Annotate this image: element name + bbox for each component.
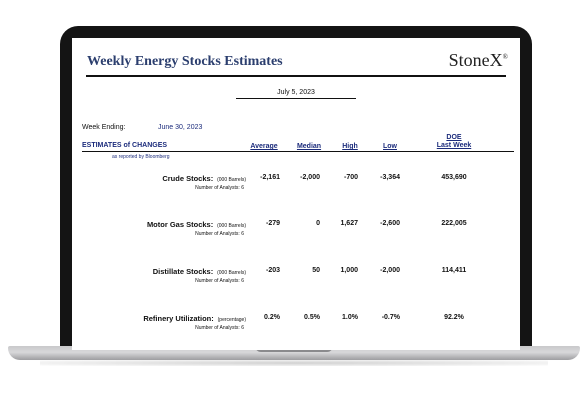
column-high[interactable]: High	[342, 143, 358, 150]
row-name: Crude Stocks:	[162, 174, 214, 183]
cell-distillate-high: 1,000	[340, 267, 358, 274]
brand-name: StoneX	[448, 50, 503, 70]
cell-motor-gas-doe: 222,005	[441, 220, 467, 227]
date-underline	[236, 98, 356, 99]
cell-refinery-median: 0.5%	[304, 314, 320, 321]
report-date: July 5, 2023	[277, 89, 315, 96]
cell-distillate-median: 50	[312, 267, 320, 274]
brand-registered-mark: ®	[502, 53, 508, 61]
cell-distillate-doe: 114,411	[441, 267, 467, 274]
row-name: Motor Gas Stocks:	[146, 220, 214, 229]
row-label-motor-gas	[72, 220, 246, 229]
row-label-distillate	[72, 267, 246, 276]
cell-refinery-doe: 92.2%	[444, 314, 464, 321]
estimates-source: as reported by Bloomberg	[112, 154, 170, 160]
week-ending-value: June 30, 2023	[158, 124, 203, 131]
header-divider	[82, 151, 514, 152]
doe-line1: DOE	[446, 134, 462, 141]
cell-motor-gas-average: -279	[265, 220, 280, 227]
row-unit: (percentage)	[217, 317, 246, 323]
row-analysts-motor-gas: Number of Analysts: 6	[195, 231, 244, 237]
row-name: Distillate Stocks:	[152, 267, 214, 276]
column-average[interactable]: Average	[250, 143, 278, 150]
row-name: Refinery Utilization:	[143, 314, 214, 323]
cell-crude-median: -2,000	[300, 174, 320, 181]
column-doe-last-week[interactable]	[424, 134, 484, 150]
cell-crude-low: -3,364	[380, 174, 400, 181]
laptop-shadow	[40, 360, 548, 366]
cell-refinery-low: -0.7%	[381, 314, 400, 321]
brand-logo	[449, 50, 508, 71]
row-analysts-distillate: Number of Analysts: 6	[195, 278, 244, 284]
cell-crude-high: -700	[343, 174, 358, 181]
row-unit: (000 Barrels)	[217, 270, 246, 276]
cell-motor-gas-high: 1,627	[340, 220, 358, 227]
column-low[interactable]: Low	[383, 143, 397, 150]
cell-distillate-low: -2,000	[380, 267, 400, 274]
row-unit: (000 Barrels)	[217, 223, 246, 229]
row-analysts-refinery: Number of Analysts: 6	[195, 325, 244, 331]
estimates-heading: ESTIMATES of CHANGES	[82, 142, 168, 149]
cell-crude-doe: 453,690	[441, 174, 467, 181]
title-divider	[86, 75, 506, 77]
week-ending-label: Week Ending:	[82, 124, 126, 131]
cell-refinery-average: 0.2%	[264, 314, 280, 321]
row-analysts-crude: Number of Analysts: 6	[195, 185, 244, 191]
doe-line2: Last Week	[436, 142, 472, 149]
cell-refinery-high: 1.0%	[342, 314, 358, 321]
row-label-crude	[72, 174, 246, 183]
laptop-screen	[72, 38, 520, 350]
cell-distillate-average: -203	[265, 267, 280, 274]
cell-crude-average: -2,161	[260, 174, 280, 181]
row-label-refinery	[72, 314, 246, 323]
document-title: Weekly Energy Stocks Estimates	[87, 54, 283, 69]
cell-motor-gas-low: -2,600	[380, 220, 400, 227]
cell-motor-gas-median: 0	[316, 220, 320, 227]
row-unit: (000 Barrels)	[217, 177, 246, 183]
column-median[interactable]: Median	[296, 143, 322, 150]
